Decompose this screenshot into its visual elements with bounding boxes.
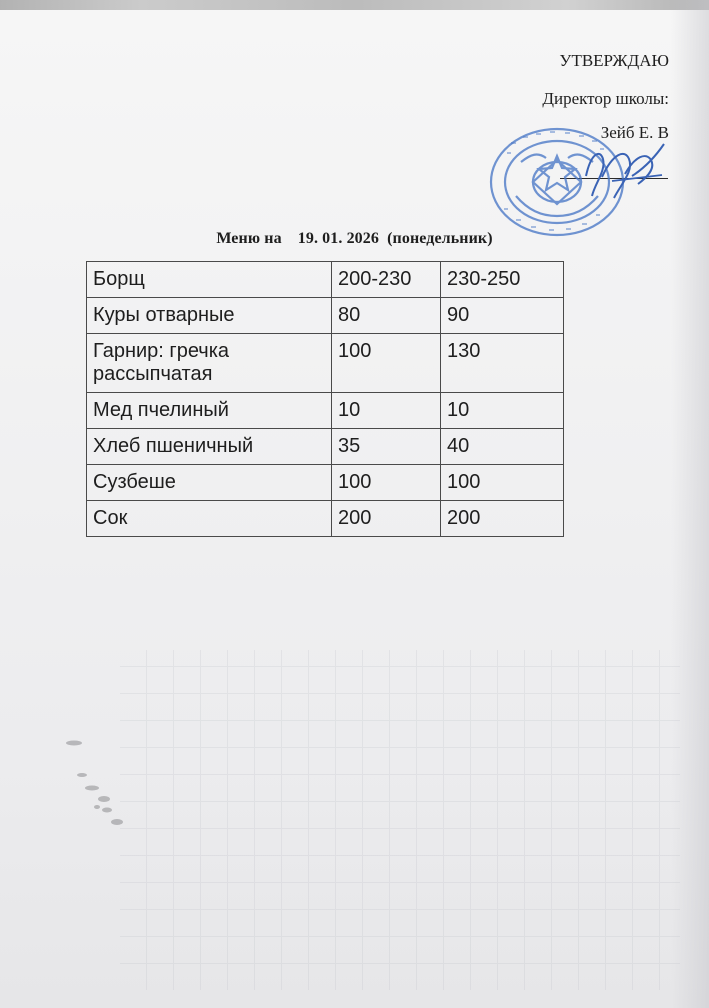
menu-row bbox=[87, 429, 564, 465]
portion-large: 130 bbox=[441, 334, 564, 393]
menu-date: 19. 01. 2026 bbox=[297, 230, 379, 247]
approval-title: УТВЕРЖДАЮ bbox=[559, 51, 669, 70]
portion-large: 10 bbox=[441, 393, 564, 429]
director-signature bbox=[578, 136, 670, 202]
portion-small: 80 bbox=[332, 298, 441, 334]
dish-name: Сузбеше bbox=[87, 465, 332, 501]
portion-large: 40 bbox=[441, 429, 564, 465]
dish-name: Гарнир: гречка рассыпчатая bbox=[87, 334, 332, 393]
menu-row bbox=[87, 501, 564, 537]
dish-name: Сок bbox=[87, 501, 332, 537]
menu-row bbox=[87, 393, 564, 429]
menu-row bbox=[87, 465, 564, 501]
portion-large: 100 bbox=[441, 465, 564, 501]
menu-title-label: Меню на bbox=[216, 230, 282, 247]
portion-small: 100 bbox=[332, 465, 441, 501]
portion-small: 200-230 bbox=[332, 262, 441, 298]
menu-table bbox=[86, 261, 564, 537]
approval-role: Директор школы: bbox=[542, 89, 669, 108]
approval-name: Зейб Е. В bbox=[600, 123, 669, 142]
portion-small: 100 bbox=[332, 334, 441, 393]
portion-small: 10 bbox=[332, 393, 441, 429]
menu-row bbox=[87, 262, 564, 298]
page-top-edge bbox=[0, 0, 709, 10]
dish-name: Хлеб пшеничный bbox=[87, 429, 332, 465]
menu-title bbox=[0, 230, 709, 248]
portion-small: 200 bbox=[332, 501, 441, 537]
portion-large: 200 bbox=[441, 501, 564, 537]
portion-large: 90 bbox=[441, 298, 564, 334]
menu-row bbox=[87, 334, 564, 393]
menu-row bbox=[87, 298, 564, 334]
portion-small: 35 bbox=[332, 429, 441, 465]
portion-large: 230-250 bbox=[441, 262, 564, 298]
dish-name: Куры отварные bbox=[87, 298, 332, 334]
ink-smudge bbox=[58, 735, 138, 835]
dish-name: Борщ bbox=[87, 262, 332, 298]
background-grid-show-through bbox=[120, 650, 680, 990]
dish-name: Мед пчелиный bbox=[87, 393, 332, 429]
menu-day: (понедельник) bbox=[387, 230, 493, 247]
